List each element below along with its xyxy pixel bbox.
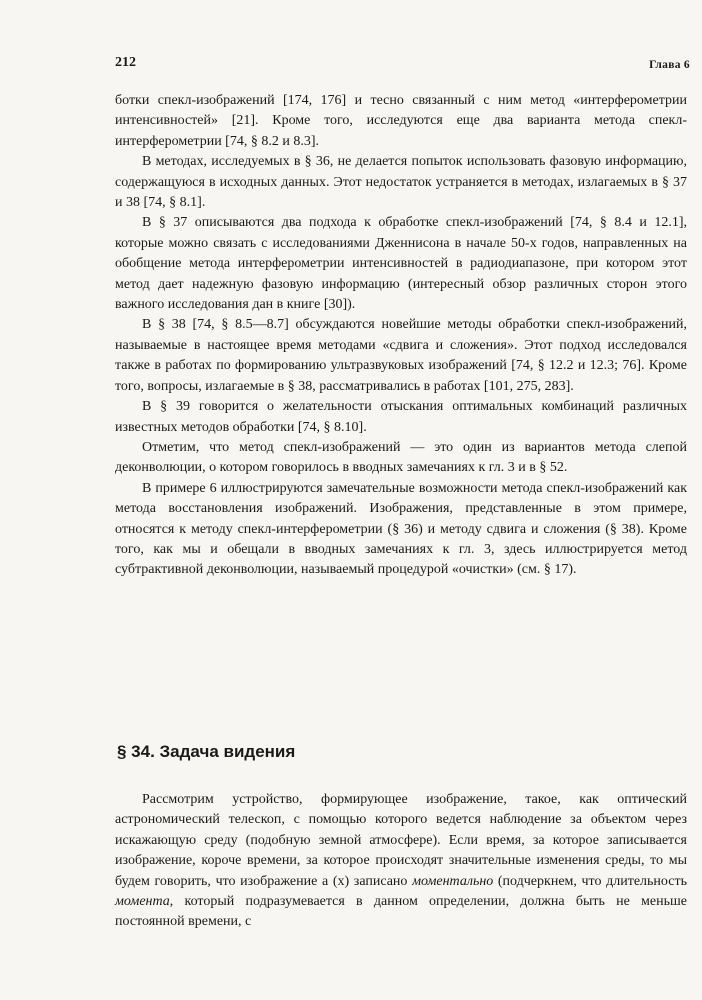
paragraph: Отметим, что метод спекл-изображений — это один из вариантов метода слепой деконволюции, о котором говорилось в вводных замечаниях к гл. 3 и в § 52. (115, 439, 687, 476)
section-text-part4: , который подразумевается в данном определении, должна быть не меньше постоянной времени, с (115, 894, 687, 930)
paragraph: В § 38 [74, § 8.5—8.7] обсуждаются новейшие методы обработки спекл-изображений, называемые в настоящее время методами «сдвига и сложения». Этот подход исследовался также в работах по формированию ультразвуковых изображений [74, § 12.2 и 12.3; 76]. Кроме того, вопросы, излагаемые в § 38, рассматривались в работах [101, 275, 283]. (115, 317, 687, 394)
image-symbol: a (x) (321, 873, 350, 889)
section-text-part1: Рассмотрим устройство, формирующее изображение, такое, как оптический астрономический телескоп, с помощью которого ведется наблюдение за объектом через искажающую среду (подобную земной атмосфере). Если время, за которое записывается изображение, короче времени, за которое происходят значительные изменения среды, то мы будем говорить, что изображение (115, 792, 687, 889)
section-paragraph (115, 790, 687, 933)
paragraph-continuation: ботки спекл-изображений [174, 176] и тесно связанный с ним метод «интерферометрии интенсивностей» [21]. Кроме того, исследуются еще два варианта метода спекл-интерферометрии [74, § 8.2 и 8.3]. (115, 93, 687, 149)
section-text-part2: записано (349, 873, 413, 889)
italic-term-momentarily: моментально (412, 873, 494, 889)
page-header (115, 55, 690, 77)
page-number: 212 (115, 55, 136, 70)
paragraph: В § 39 говорится о желательности отыскания оптимальных комбинаций различных известных методов обработки [74, § 8.10]. (115, 399, 687, 435)
body-text (115, 91, 687, 581)
section-heading: § 34. Задача видения (117, 742, 296, 761)
paragraph: В примере 6 иллюстрируются замечательные возможности метода спекл-изображений как метода восстановления изображений. Изображения, представленные в этом примере, относятся к методу спекл-интерферометрии (§ 36) и методу сдвига и сложения (§ 38). Кроме того, как мы и обещали в вводных замечаниях к гл. 3, здесь иллюстрируется метод субтрактивной деконволюции, называемый процедурой «очистки» (см. § 17). (115, 480, 687, 578)
chapter-title: Глава 6 (649, 59, 690, 71)
paragraph: В методах, исследуемых в § 36, не делается попыток использовать фазовую информацию, содержащуюся в исходных данных. Этот недостаток устраняется в методах, излагаемых в § 37 и 38 [74, § 8.1]. (115, 154, 687, 211)
paragraph: В § 37 описываются два подхода к обработке спекл-изображений [74, § 8.4 и 12.1], которые можно связать с исследованиями Дженнисона в начале 50-х годов, направленных на обобщение метода интерферометрии интенсивностей в радиодиапазоне, при котором этот метод дает надежную фазовую информацию (интересный обзор различных сторон этого важного исследования дан в книге [30]). (115, 215, 687, 313)
italic-term-moment: момента (115, 894, 170, 910)
section-text-part3: (подчеркнем, что длительность (493, 873, 687, 889)
section-body (115, 790, 687, 933)
